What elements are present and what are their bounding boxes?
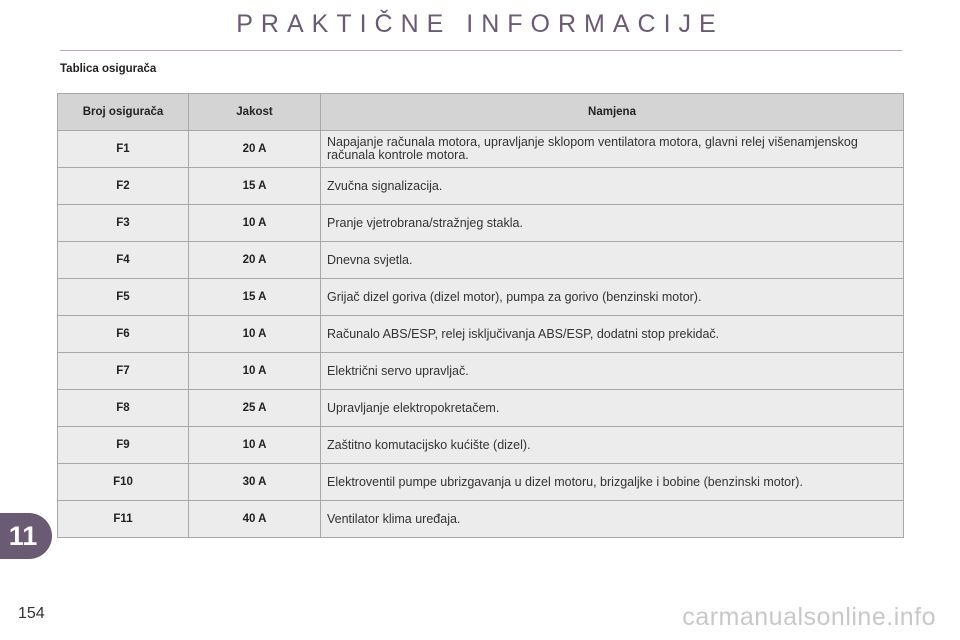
fuse-purpose: Ventilator klima uređaja.: [321, 501, 904, 538]
fuse-purpose: Pranje vjetrobrana/stražnjeg stakla.: [321, 205, 904, 242]
fuse-amperage: 40 A: [189, 501, 321, 538]
fuse-purpose: Zvučna signalizacija.: [321, 168, 904, 205]
table-row: [58, 205, 904, 242]
fuse-number: F1: [58, 131, 189, 168]
fuse-purpose: Računalo ABS/ESP, relej isključivanja ABS/ESP, dodatni stop prekidač.: [321, 316, 904, 353]
fuse-amperage: 30 A: [189, 464, 321, 501]
fuse-amperage: 10 A: [189, 316, 321, 353]
table-row: [58, 353, 904, 390]
fuse-purpose: Elektroventil pumpe ubrizgavanja u dizel motoru, brizgaljke i bobine (benzinski motor).: [321, 464, 904, 501]
table-row: [58, 131, 904, 168]
chapter-tab: [0, 513, 52, 559]
fuse-table: [57, 93, 904, 538]
fuse-number: F7: [58, 353, 189, 390]
table-row: [58, 427, 904, 464]
fuse-amperage: 10 A: [189, 353, 321, 390]
fuse-amperage: 10 A: [189, 205, 321, 242]
fuse-number: F2: [58, 168, 189, 205]
page-number: 154: [18, 605, 45, 622]
fuse-number: F11: [58, 501, 189, 538]
column-header-amperage: Jakost: [189, 94, 321, 131]
table-row: [58, 242, 904, 279]
column-header-purpose: Namjena: [321, 94, 904, 131]
title-divider: [60, 50, 902, 51]
table-row: [58, 390, 904, 427]
fuse-purpose: Zaštitno komutacijsko kućište (dizel).: [321, 427, 904, 464]
table-row: [58, 464, 904, 501]
fuse-purpose: Dnevna svjetla.: [321, 242, 904, 279]
fuse-purpose: Električni servo upravljač.: [321, 353, 904, 390]
page-title: PRAKTIČNE INFORMACIJE: [236, 10, 724, 38]
fuse-amperage: 15 A: [189, 279, 321, 316]
table-row: [58, 501, 904, 538]
chapter-number: 11: [8, 520, 38, 551]
fuse-number: F3: [58, 205, 189, 242]
fuse-number: F10: [58, 464, 189, 501]
fuse-amperage: 25 A: [189, 390, 321, 427]
fuse-amperage: 20 A: [189, 131, 321, 168]
watermark: carmanualsonline.info: [682, 603, 936, 631]
fuse-purpose: Grijač dizel goriva (dizel motor), pumpa za gorivo (benzinski motor).: [321, 279, 904, 316]
table-row: [58, 316, 904, 353]
fuse-purpose: Upravljanje elektropokretačem.: [321, 390, 904, 427]
fuse-amperage: 10 A: [189, 427, 321, 464]
fuse-amperage: 15 A: [189, 168, 321, 205]
section-title: Tablica osigurača: [60, 63, 157, 75]
fuse-number: F9: [58, 427, 189, 464]
table-row: [58, 168, 904, 205]
fuse-purpose: Napajanje računala motora, upravljanje sklopom ventilatora motora, glavni relej višenamjenskog računala kontrole motora.: [321, 131, 904, 168]
fuse-amperage: 20 A: [189, 242, 321, 279]
fuse-number: F4: [58, 242, 189, 279]
fuse-number: F6: [58, 316, 189, 353]
fuse-number: F5: [58, 279, 189, 316]
table-header-row: [58, 94, 904, 131]
column-header-number: Broj osigurača: [58, 94, 189, 131]
table-row: [58, 279, 904, 316]
fuse-number: F8: [58, 390, 189, 427]
